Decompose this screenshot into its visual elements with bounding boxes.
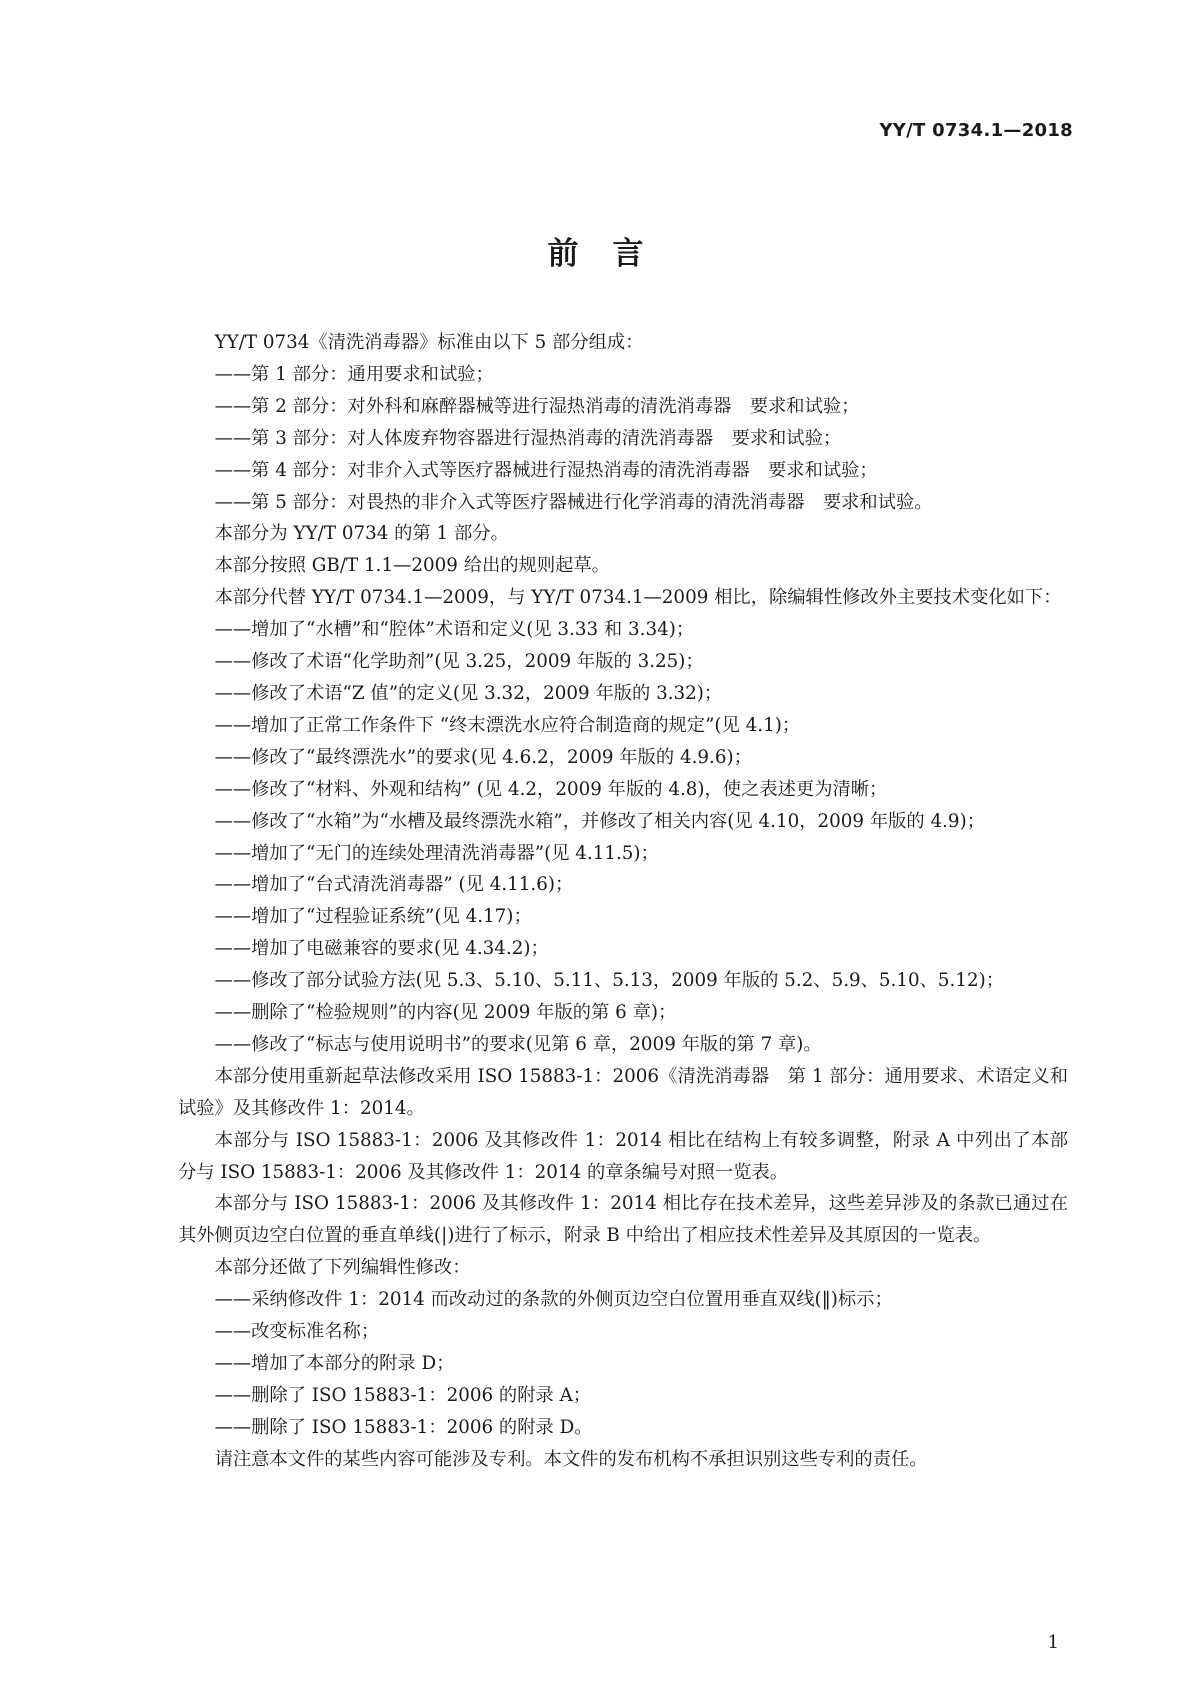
part-item: ——第 2 部分：对外科和麻醉器械等进行湿热消毒的清洗消毒器 要求和试验；	[214, 395, 860, 417]
part-item: ——第 5 部分：对畏热的非介入式等医疗器械进行化学消毒的清洗消毒器 要求和试验。	[214, 491, 933, 513]
change-item: ——增加了“台式清洗消毒器” (见 4.11.6)；	[214, 874, 574, 896]
change-item: ——修改了“材料、外观和结构” (见 4.2，2009 年版的 4.8)，使之表述更为清晰；	[214, 778, 888, 800]
change-item: ——修改了部分试验方法(见 5.3、5.10、5.11、5.13，2009 年版的 5.2、5.9、5.10、5.12)；	[214, 970, 1005, 992]
para-replaces: 本部分代替 YY/T 0734.1—2009，与 YY/T 0734.1—2009 相比，除编辑性修改外主要技术变化如下：	[214, 587, 1062, 609]
part-item: ——第 4 部分：对非介入式等医疗器械进行湿热消毒的清洗消毒器 要求和试验；	[214, 459, 878, 481]
change-item: ——增加了“无门的连续处理清洗消毒器”(见 4.11.5)；	[214, 842, 659, 864]
editorial-item: ——采纳修改件 1：2014 而改动过的条款的外侧页边空白位置用垂直双线(‖)标示；	[214, 1289, 893, 1311]
foreword-body	[178, 327, 1068, 1476]
change-item: ——修改了“水箱”为“水槽及最终漂洗水箱”，并修改了相关内容(见 4.10，2009 年版的 4.9)；	[214, 810, 985, 832]
para-tech-diff: 本部分与 ISO 15883-1：2006 及其修改件 1：2014 相比存在技术差异，这些差异涉及的条款已通过在其外侧页边空白位置的垂直单线(|)进行了标示，附录 B 中给出了相应技术性差异及其原因的一览表。	[178, 1193, 1068, 1247]
parts-intro: YY/T 0734《清洗消毒器》标准由以下 5 部分组成：	[214, 332, 644, 353]
change-item: ——修改了术语“Z 值”的定义(见 3.32，2009 年版的 3.32)；	[214, 682, 723, 704]
editorial-item: ——删除了 ISO 15883-1：2006 的附录 A；	[214, 1384, 592, 1406]
para-patent: 请注意本文件的某些内容可能涉及专利。本文件的发布机构不承担识别这些专利的责任。	[214, 1448, 928, 1470]
para-editorial-intro: 本部分还做了下列编辑性修改：	[214, 1257, 471, 1279]
change-item: ——修改了“标志与使用说明书”的要求(见第 6 章，2009 年版的第 7 章)。	[214, 1033, 822, 1055]
para-structure: 本部分与 ISO 15883-1：2006 及其修改件 1：2014 相比在结构上有较多调整，附录 A 中列出了本部分与 ISO 15883-1：2006 及其修改件 1：2014 的章条编号对照一览表。	[178, 1129, 1068, 1183]
part-item: ——第 1 部分：通用要求和试验；	[214, 363, 494, 385]
page-title: 前言	[547, 236, 678, 272]
change-item: ——增加了“水槽”和“腔体”术语和定义(见 3.33 和 3.34)；	[214, 619, 695, 641]
para-drafting: 本部分按照 GB/T 1.1—2009 给出的规则起草。	[214, 555, 610, 577]
page-number: 1	[1047, 1632, 1059, 1653]
change-item: ——增加了“过程验证系统”(见 4.17)；	[214, 906, 532, 928]
change-item: ——修改了术语“化学助剂”(见 3.25，2009 年版的 3.25)；	[214, 651, 704, 673]
part-item: ——第 3 部分：对人体废弃物容器进行湿热消毒的清洗消毒器 要求和试验；	[214, 427, 842, 449]
editorial-item: ——删除了 ISO 15883-1：2006 的附录 D。	[214, 1416, 593, 1438]
standard-code: YY/T 0734.1—2018	[879, 120, 1073, 141]
editorial-item: ——增加了本部分的附录 D；	[214, 1353, 455, 1374]
change-item: ——增加了电磁兼容的要求(见 4.34.2)；	[214, 938, 549, 960]
change-item: ——增加了正常工作条件下 “终末漂洗水应符合制造商的规定”(见 4.1)；	[214, 714, 801, 736]
para-part-of: 本部分为 YY/T 0734 的第 1 部分。	[214, 523, 509, 545]
para-adoption: 本部分使用重新起草法修改采用 ISO 15883-1：2006《清洗消毒器 第 1 部分：通用要求、术语定义和试验》及其修改件 1：2014。	[178, 1065, 1068, 1119]
change-item: ——修改了“最终漂洗水”的要求(见 4.6.2，2009 年版的 4.9.6)；	[214, 746, 752, 768]
editorial-item: ——改变标准名称；	[214, 1321, 380, 1343]
change-item: ——删除了“检验规则”的内容(见 2009 年版的第 6 章)；	[214, 1002, 677, 1024]
